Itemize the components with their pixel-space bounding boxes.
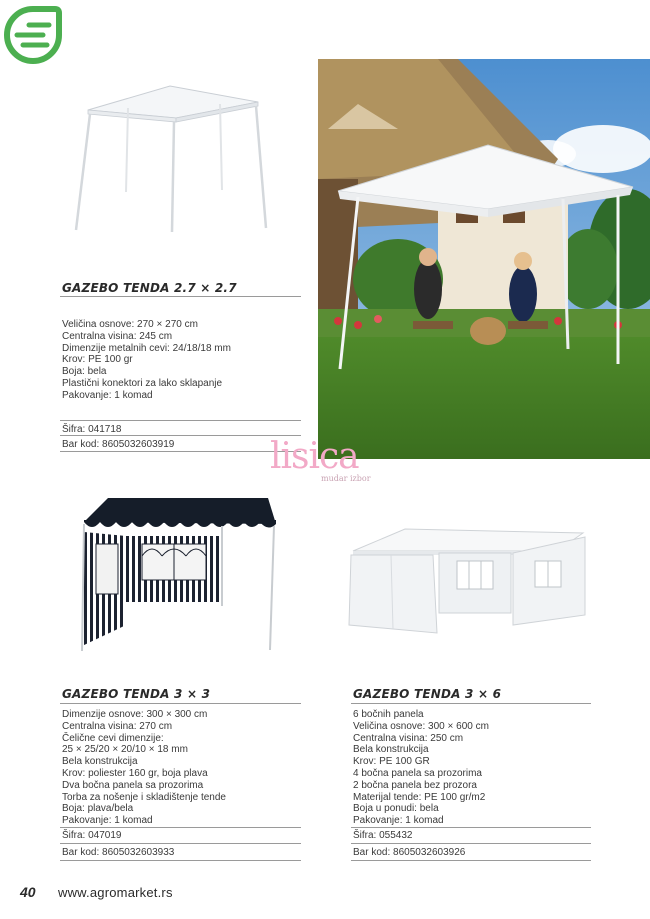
spec-line: Krov: PE 100 GR	[353, 756, 430, 768]
sku-code: Šifra: 047019	[62, 830, 122, 841]
spec-list	[62, 319, 231, 402]
product-title: GAZEBO TENDA 3 × 6	[353, 687, 502, 701]
divider	[60, 435, 301, 436]
divider	[60, 860, 301, 861]
divider	[60, 296, 301, 297]
watermark-tagline: mudar izbor	[321, 474, 371, 483]
spec-line: Torba za nošenje i skladištenje tende	[62, 791, 226, 803]
spec-line: Pakovanje: 1 komad	[62, 389, 153, 401]
divider	[60, 703, 301, 704]
gazebo-3x3-image	[78, 496, 278, 658]
barcode: Bar kod: 8605032603933	[62, 847, 175, 858]
gazebo-2-7-image	[68, 82, 273, 237]
divider	[60, 451, 301, 452]
barcode: Bar kod: 8605032603926	[353, 847, 466, 858]
spec-line: Pakovanje: 1 komad	[62, 815, 153, 827]
spec-line: Veličina osnove: 300 × 600 cm	[353, 720, 489, 732]
spec-line: 6 bočnih panela	[353, 709, 424, 720]
spec-line: Čelične cevi dimenzije:	[62, 732, 164, 744]
spec-line: Dimenzije metalnih cevi: 24/18/18 mm	[62, 342, 231, 354]
divider	[60, 843, 301, 844]
barcode: Bar kod: 8605032603919	[62, 439, 175, 450]
spec-line: Dva bočna panela sa prozorima	[62, 779, 204, 791]
divider	[60, 827, 301, 828]
divider	[351, 860, 591, 861]
spec-line: Pakovanje: 1 komad	[353, 815, 444, 827]
spec-list	[353, 709, 489, 827]
product-title: GAZEBO TENDA 3 × 3	[62, 687, 211, 701]
sku-code: Šifra: 055432	[353, 830, 413, 841]
spec-line: Krov: poliester 160 gr, boja plava	[62, 767, 208, 779]
divider	[351, 703, 591, 704]
watermark-logo: lisica	[270, 436, 359, 477]
spec-line: Bela konstrukcija	[62, 756, 138, 768]
spec-line: Bela konstrukcija	[353, 744, 429, 756]
gazebo-3x6-image	[345, 525, 590, 640]
spec-line: 25 × 25/20 × 20/10 × 18 mm	[62, 744, 188, 756]
spec-line: 2 bočna panela bez prozora	[353, 779, 477, 791]
lifestyle-photo	[318, 59, 650, 459]
divider	[351, 827, 591, 828]
page-number: 40	[20, 884, 36, 900]
spec-line: Centralna visina: 270 cm	[62, 720, 173, 732]
spec-line: Boja u ponudi: bela	[353, 803, 439, 815]
spec-line: Boja: plava/bela	[62, 803, 134, 815]
spec-line: Centralna visina: 245 cm	[62, 330, 173, 342]
website-link[interactable]: www.agromarket.rs	[58, 885, 173, 900]
spec-line: Plastični konektori za lako sklapanje	[62, 377, 223, 389]
spec-line: 4 bočna panela sa prozorima	[353, 767, 482, 779]
spec-list	[62, 709, 226, 827]
spec-line: Boja: bela	[62, 366, 107, 378]
spec-line: Materijal tende: PE 100 gr/m2	[353, 791, 486, 803]
divider	[351, 843, 591, 844]
spec-line: Krov: PE 100 gr	[62, 354, 133, 366]
spec-line: Centralna visina: 250 cm	[353, 732, 464, 744]
sku-code: Šifra: 041718	[62, 424, 122, 435]
spec-line: Veličina osnove: 270 × 270 cm	[62, 319, 198, 330]
divider	[60, 420, 301, 421]
brand-logo	[3, 5, 63, 65]
product-title: GAZEBO TENDA 2.7 × 2.7	[62, 281, 237, 295]
spec-line: Dimenzije osnove: 300 × 300 cm	[62, 709, 208, 720]
